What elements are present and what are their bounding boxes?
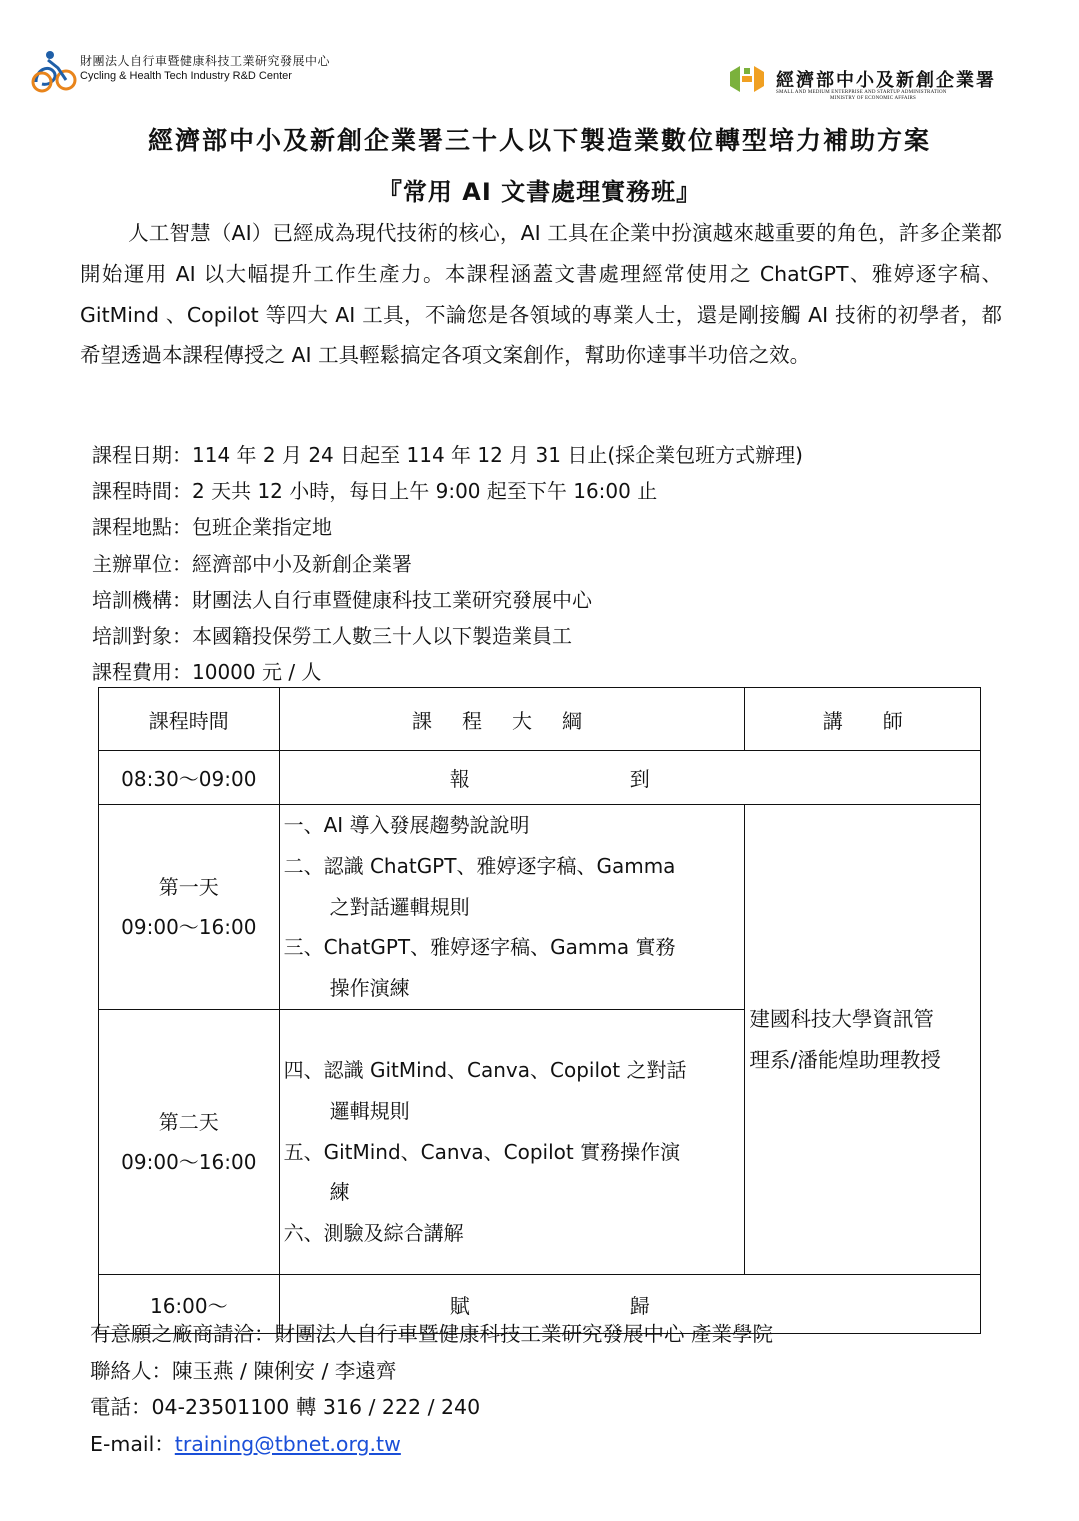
registration-row <box>99 751 981 805</box>
course-info-list <box>92 437 803 690</box>
info-date <box>92 437 803 473</box>
day2-cell <box>99 1010 280 1275</box>
dismissal-label: 賦歸 <box>279 1275 980 1334</box>
info-label: 培訓對象： <box>92 623 192 648</box>
left-org-name-zh: 財團法人自行車暨健康科技工業研究發展中心 <box>80 54 331 68</box>
info-value: 2 天共 12 小時，每日上午 9:00 起至下午 16:00 止 <box>192 479 658 504</box>
contact-persons: 聯絡人：陳玉燕 / 陳俐安 / 李遠齊 <box>90 1358 397 1383</box>
info-label: 主辦單位： <box>92 551 192 576</box>
day2-outline <box>279 1010 745 1275</box>
info-training-org <box>92 582 803 618</box>
outline-item-cont: 邏輯規則 <box>329 1098 410 1123</box>
day2-name: 第二天 <box>158 1110 219 1134</box>
left-org-name-en: Cycling & Health Tech Industry R&D Center <box>80 70 292 82</box>
schedule-table <box>98 687 981 1334</box>
intro-paragraph <box>80 213 1002 376</box>
info-time <box>92 473 803 509</box>
registration-label: 報到 <box>279 751 980 805</box>
outline-item: 六、測驗及綜合講解 <box>283 1221 464 1246</box>
registration-time: 08:30～09:00 <box>99 751 280 805</box>
info-audience <box>92 618 803 654</box>
instructor-line2: 理系/潘能煌助理教授 <box>749 1047 941 1072</box>
cycling-center-logo <box>28 46 331 98</box>
table-header-row <box>99 688 981 751</box>
right-org-name-en <box>776 90 947 102</box>
intro-text: 人工智慧（AI）已經成為現代技術的核心，AI 工具在企業中扮演越來越重要的角色，許多企業都開始運用 AI 以大幅提升工作生產力。本課程涵蓋文書處理經常使用之 ChatGPT、雅婷逐字稿、GitMind 、Copilot 等四大 AI 工具，不論您是各領域的專業人士，還是剛接觸 AI 技術的初學者，都希望透過本課程傳授之 AI 工具輕鬆搞定各項文案創作，幫助你達事半功倍之效。 <box>80 221 1002 368</box>
instructor-line1: 建國科技大學資訊管 <box>749 1006 934 1031</box>
info-value: 10000 元 / 人 <box>192 660 322 685</box>
info-value: 經濟部中小及新創企業署 <box>192 551 412 576</box>
right-org-name-zh: 經濟部中小及新創企業署 <box>776 70 996 91</box>
info-label: 課程費用： <box>92 660 192 685</box>
info-label: 課程日期： <box>92 443 192 467</box>
info-label: 培訓機構： <box>92 587 192 612</box>
dismissal-time: 16:00～ <box>99 1275 280 1334</box>
info-value: 114 年 2 月 24 日起至 114 年 12 月 31 日止(採企業包班方式辦理) <box>192 443 803 467</box>
header-outline: 課程大綱 <box>279 688 745 751</box>
info-value: 包班企業指定地 <box>192 515 332 540</box>
contact-org: 有意願之廠商請洽：財團法人自行車暨健康科技工業研究發展中心 產業學院 <box>90 1322 774 1346</box>
info-organizer <box>92 546 803 582</box>
header-time: 課程時間 <box>99 688 280 751</box>
info-location <box>92 509 803 545</box>
day1-cell <box>99 805 280 1010</box>
info-label: 課程地點： <box>92 515 192 540</box>
info-label: 課程時間： <box>92 479 192 504</box>
email-label: E-mail： <box>90 1431 175 1456</box>
day2-time: 09:00～16:00 <box>121 1150 257 1174</box>
right-org-name-en-line2: MINISTRY OF ECONOMIC AFFAIRS <box>830 96 917 101</box>
outline-item-cont: 操作演練 <box>329 976 410 1001</box>
info-value: 本國籍投保勞工人數三十人以下製造業員工 <box>192 623 572 648</box>
contact-section <box>90 1316 773 1462</box>
day1-outline <box>279 805 745 1010</box>
outline-item: 一、AI 導入發展趨勢說說明 <box>283 813 530 837</box>
header-instructor: 講師 <box>745 688 981 751</box>
outline-item-cont: 之對話邏輯規則 <box>329 894 470 919</box>
sme-logo-icon <box>726 64 766 96</box>
outline-item: 三、ChatGPT、雅婷逐字稿、Gamma 實務 <box>283 935 676 960</box>
program-title: 經濟部中小及新創企業署三十人以下製造業數位轉型培力補助方案 <box>147 126 931 155</box>
email-link[interactable]: training@tbnet.org.tw <box>174 1431 401 1456</box>
cycling-logo-icon <box>28 46 80 96</box>
outline-item: 二、認識 ChatGPT、雅婷逐字稿、Gamma <box>283 853 676 878</box>
contact-phone: 電話：04-23501100 轉 316 / 222 / 240 <box>90 1395 481 1419</box>
instructor-cell <box>745 805 981 1275</box>
outline-item: 五、GitMind、Canva、Copilot 實務操作演 <box>283 1139 681 1164</box>
outline-item-cont: 練 <box>329 1180 350 1205</box>
day1-time: 09:00～16:00 <box>121 915 257 939</box>
day1-name: 第一天 <box>158 875 219 899</box>
day1-row <box>99 805 981 1010</box>
right-org-name-en-line1: SMALL AND MEDIUM ENTERPRISE AND STARTUP ADMINISTRATION <box>776 90 947 95</box>
course-title: 『常用 AI 文書處理實務班』 <box>377 178 702 206</box>
info-fee <box>92 654 803 690</box>
contact-email-row <box>90 1426 773 1463</box>
sme-administration-logo <box>726 64 1016 104</box>
outline-item: 四、認識 GitMind、Canva、Copilot 之對話 <box>283 1058 687 1082</box>
info-value: 財團法人自行車暨健康科技工業研究發展中心 <box>192 587 592 612</box>
